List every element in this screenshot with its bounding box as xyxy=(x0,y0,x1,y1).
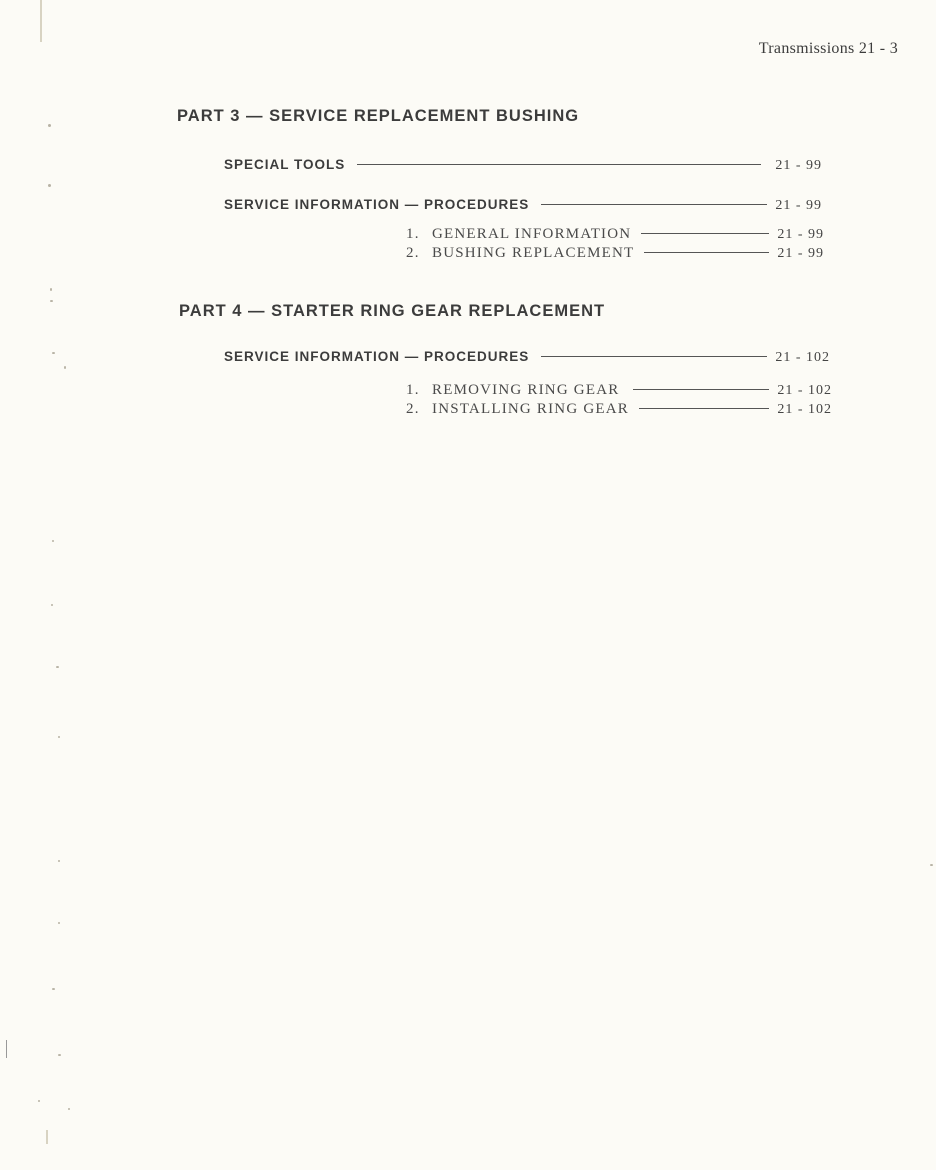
part3-heading: PART 3 — SERVICE REPLACEMENT BUSHING xyxy=(177,107,580,125)
toc-page-number: 21 - 99 xyxy=(775,158,822,173)
dot-leader xyxy=(641,233,769,234)
toc-subentry-number: 1. xyxy=(406,382,420,398)
toc-subentry-bushing-replacement xyxy=(406,245,824,262)
toc-entry-label: SERVICE INFORMATION — PROCEDURES xyxy=(224,349,530,364)
scan-edge-mark xyxy=(6,1040,7,1058)
toc-page-number: 21 - 99 xyxy=(777,246,824,261)
toc-entry-label: SPECIAL TOOLS xyxy=(224,157,346,172)
running-header: Transmissions 21 - 3 xyxy=(758,40,898,57)
toc-subentry-removing-ring-gear xyxy=(406,382,832,399)
toc-entry-service-information-part4 xyxy=(224,349,830,366)
dot-leader xyxy=(541,356,767,357)
toc-page-number: 21 - 102 xyxy=(777,402,832,417)
toc-subentry-number: 1. xyxy=(406,226,420,242)
toc-subentry-text: REMOVING RING GEAR xyxy=(432,382,620,398)
dot-leader xyxy=(644,252,769,253)
toc-subentry-number: 2. xyxy=(406,245,420,261)
toc-subentry-label xyxy=(406,245,634,262)
toc-subentry-label xyxy=(406,226,631,243)
toc-subentry-general-information xyxy=(406,226,824,243)
toc-subentry-text: BUSHING REPLACEMENT xyxy=(432,245,635,261)
toc-page-number: 21 - 102 xyxy=(777,383,832,398)
dot-leader xyxy=(639,408,769,409)
toc-entry-label: SERVICE INFORMATION — PROCEDURES xyxy=(224,197,530,212)
toc-entry-service-information xyxy=(224,197,822,214)
toc-subentry-label xyxy=(406,401,629,418)
toc-subentry-text: GENERAL INFORMATION xyxy=(432,226,632,242)
scan-edge-mark xyxy=(40,0,42,42)
part4-heading: PART 4 — STARTER RING GEAR REPLACEMENT xyxy=(179,302,606,320)
dot-leader xyxy=(357,164,761,165)
toc-entry-special-tools xyxy=(224,157,822,174)
toc-subentry-installing-ring-gear xyxy=(406,401,832,418)
toc-subentry-text: INSTALLING RING GEAR xyxy=(432,401,629,417)
toc-subentry-number: 2. xyxy=(406,401,420,417)
dot-leader xyxy=(633,389,769,390)
toc-page-number: 21 - 99 xyxy=(775,198,822,213)
scan-edge-mark xyxy=(46,1130,48,1144)
toc-page-number: 21 - 102 xyxy=(775,350,830,365)
toc-subentry-label xyxy=(406,382,619,399)
dot-leader xyxy=(541,204,767,205)
toc-page-number: 21 - 99 xyxy=(777,227,824,242)
